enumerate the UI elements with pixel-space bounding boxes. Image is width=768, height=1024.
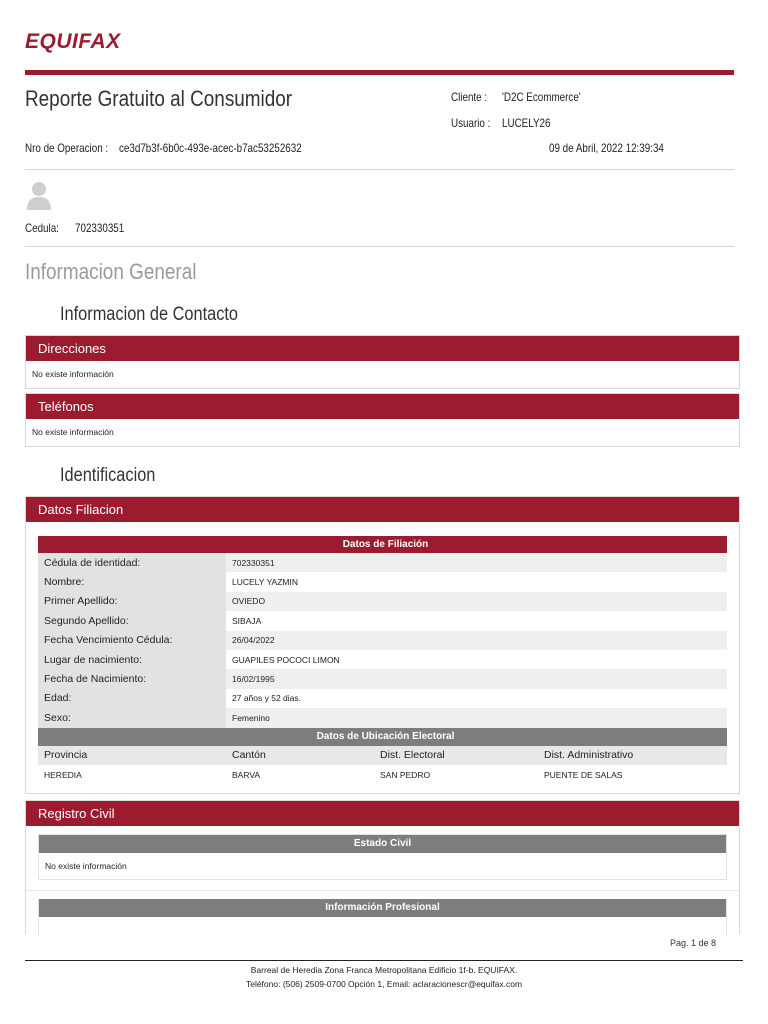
field-label: Edad: (38, 689, 226, 708)
divider (25, 246, 734, 247)
filiacion-panel-header: Datos Filiacion (26, 497, 739, 522)
field-label: Cédula de identidad: (38, 553, 226, 572)
table-row (38, 689, 727, 708)
filiacion-table-title: Datos de Filiación (38, 536, 727, 553)
estado-civil-title: Estado Civil (39, 835, 726, 853)
direcciones-header: Direcciones (26, 336, 739, 361)
telefonos-empty-message: No existe información (32, 427, 114, 437)
subsection-title-contacto: Informacion de Contacto (60, 304, 239, 325)
divider (25, 169, 734, 170)
table-row (38, 611, 727, 630)
field-value: Femenino (226, 708, 727, 727)
header-accent-rule (25, 70, 734, 75)
informacion-profesional-box (38, 899, 727, 935)
table-row (38, 650, 727, 669)
report-title: Reporte Gratuito al Consumidor (25, 86, 293, 111)
field-label: Segundo Apellido: (38, 611, 226, 630)
column-header: Dist. Electoral (374, 746, 538, 765)
table-cell: PUENTE DE SALAS (538, 765, 727, 784)
cliente-label: Cliente : (451, 90, 488, 104)
usuario-label: Usuario : (451, 116, 491, 130)
column-header: Cantón (226, 746, 374, 765)
table-cell: HEREDIA (38, 765, 226, 784)
report-date: 09 de Abril, 2022 12:39:34 (549, 141, 664, 155)
estado-civil-empty-message: No existe información (45, 861, 127, 871)
cliente-value: 'D2C Ecommerce' (502, 90, 581, 104)
footer-address: Barreal de Heredia Zona Franca Metropolitana Edificio 1f-b. EQUIFAX. (250, 965, 518, 975)
ubicacion-electoral-title: Datos de Ubicación Electoral (38, 728, 727, 746)
field-value: GUAPILES POCOCI LIMON (226, 650, 727, 669)
telefonos-panel (25, 393, 740, 447)
table-cell: SAN PEDRO (374, 765, 538, 784)
filiacion-panel (25, 496, 740, 794)
field-value: 702330351 (226, 553, 727, 572)
field-value: OVIEDO (226, 592, 727, 611)
field-label: Sexo: (38, 708, 226, 727)
table-row (38, 708, 727, 727)
table-header-row (38, 746, 727, 765)
informacion-profesional-title: Información Profesional (39, 899, 726, 917)
footer-rule (25, 960, 743, 961)
registro-civil-header: Registro Civil (26, 801, 739, 826)
equifax-logo: EQUIFAX (25, 30, 121, 53)
registro-civil-panel (25, 800, 740, 934)
field-value: LUCELY YAZMIN (226, 572, 727, 591)
cedula-value: 702330351 (75, 221, 125, 235)
field-value: 26/04/2022 (226, 631, 727, 650)
table-cell: BARVA (226, 765, 374, 784)
usuario-value: LUCELY26 (502, 116, 551, 130)
field-value: 27 años y 52 dias. (226, 689, 727, 708)
table-row (38, 592, 727, 611)
field-label: Nombre: (38, 572, 226, 591)
table-row (38, 553, 727, 572)
column-header: Dist. Administrativo (538, 746, 727, 765)
person-icon (26, 180, 52, 210)
field-label: Primer Apellido: (38, 592, 226, 611)
field-value: 16/02/1995 (226, 669, 727, 688)
field-label: Fecha de Nacimiento: (38, 669, 226, 688)
estado-civil-box (38, 834, 727, 880)
table-row (38, 669, 727, 688)
page-number: Pag. 1 de 8 (670, 938, 717, 948)
operacion-value: ce3d7b3f-6b0c-493e-acec-b7ac53252632 (119, 141, 302, 155)
footer-contact: Teléfono: (506) 2509-0700 Opción 1, Email: aclaracionescr@equifax.com (245, 979, 523, 989)
section-title-general: Informacion General (25, 259, 197, 284)
cedula-label: Cedula: (25, 221, 59, 235)
field-value: SIBAJA (226, 611, 727, 630)
filiacion-table (38, 536, 727, 784)
direcciones-panel (25, 335, 740, 389)
subsection-title-identificacion: Identificacion (60, 465, 156, 486)
field-label: Lugar de nacimiento: (38, 650, 226, 669)
direcciones-empty-message: No existe información (32, 369, 114, 379)
table-row (38, 572, 727, 591)
field-label: Fecha Vencimiento Cédula: (38, 631, 226, 650)
column-header: Provincia (38, 746, 226, 765)
table-row (38, 765, 727, 784)
table-row (38, 631, 727, 650)
operacion-label: Nro de Operacion : (25, 141, 109, 155)
telefonos-header: Teléfonos (26, 394, 739, 419)
